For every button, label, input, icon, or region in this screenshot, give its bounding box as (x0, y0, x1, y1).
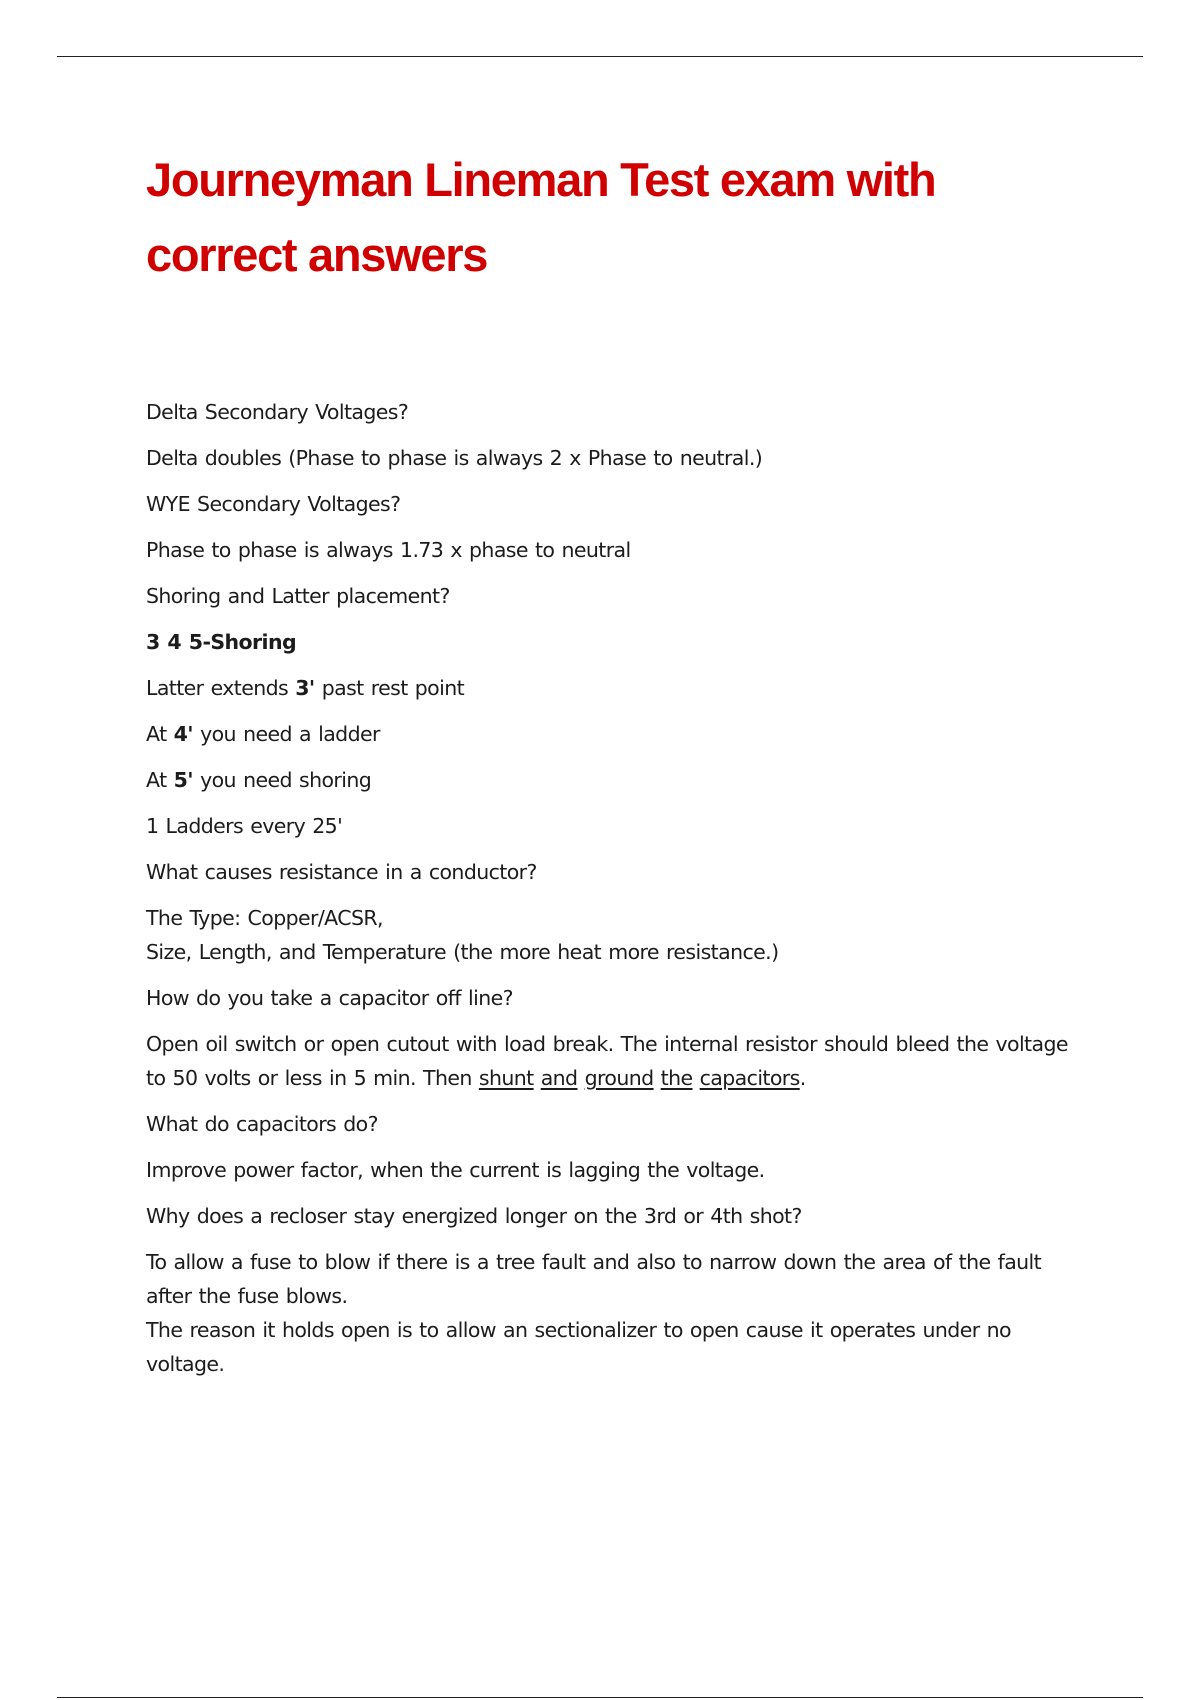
answer-delta-secondary: Delta doubles (Phase to phase is always 2 x Phase to neutral.) (146, 446, 763, 470)
shoring-line-1-post: past rest point (314, 676, 465, 700)
underlined-and: and (540, 1066, 578, 1090)
underlined-the: the (660, 1066, 693, 1090)
question-capacitors-do: What do capacitors do? (146, 1112, 378, 1136)
answer-recloser-para-1: To allow a fuse to blow if there is a tree fault and also to narrow down the area of the fault after the fuse blows. (146, 1250, 1042, 1308)
capacitor-answer-text: Open oil switch or open cutout with load break. The internal resistor should bleed the voltage to 50 volts or less in 5 min. Then (146, 1032, 1068, 1090)
shoring-heading-bold: 3 4 5-Shoring (146, 630, 297, 654)
answer-recloser-para-2: The reason it holds open is to allow an sectionalizer to open cause it operates under no voltage. (146, 1318, 1011, 1376)
answer-capacitors-do: Improve power factor, when the current is lagging the voltage. (146, 1158, 765, 1182)
shoring-line-3-bold: 5' (173, 768, 193, 792)
answer-shoring-line-1 (146, 671, 1086, 705)
bottom-rule (57, 1697, 1143, 1698)
top-rule (57, 56, 1143, 57)
shoring-line-3-pre: At (146, 768, 174, 792)
document-title: Journeyman Lineman Test exam with correct answers (146, 153, 936, 281)
answer-wye-secondary: Phase to phase is always 1.73 x phase to neutral (146, 538, 631, 562)
question-recloser: Why does a recloser stay energized longer on the 3rd or 4th shot? (146, 1204, 802, 1228)
shoring-line-2-bold: 4' (173, 722, 193, 746)
underlined-ground: ground (584, 1066, 654, 1090)
question-resistance: What causes resistance in a conductor? (146, 860, 537, 884)
underlined-capacitors: capacitors (699, 1066, 800, 1090)
shoring-line-1-bold: 3' (295, 676, 315, 700)
answer-resistance-line-1: The Type: Copper/ACSR, (146, 906, 383, 930)
underlined-shunt: shunt (478, 1066, 534, 1090)
question-shoring: Shoring and Latter placement? (146, 584, 450, 608)
shoring-line-1-pre: Latter extends (146, 676, 296, 700)
question-wye-secondary: WYE Secondary Voltages? (146, 492, 401, 516)
answer-shoring-line-4: 1 Ladders every 25' (146, 814, 343, 838)
answer-resistance-line-2: Size, Length, and Temperature (the more heat more resistance.) (146, 940, 779, 964)
shoring-line-2-pre: At (146, 722, 174, 746)
answer-shoring-heading (146, 625, 1086, 659)
shoring-line-2-post: you need a ladder (192, 722, 380, 746)
capacitor-answer-period: . (799, 1066, 806, 1090)
question-delta-secondary: Delta Secondary Voltages? (146, 400, 409, 424)
answer-shoring-line-2 (146, 717, 1086, 751)
answer-shoring-line-3 (146, 763, 1086, 797)
question-capacitor-off-line: How do you take a capacitor off line? (146, 986, 513, 1010)
qa-content (146, 395, 1086, 1381)
shoring-line-3-post: you need shoring (192, 768, 372, 792)
answer-capacitor-off-line (146, 1027, 1086, 1095)
